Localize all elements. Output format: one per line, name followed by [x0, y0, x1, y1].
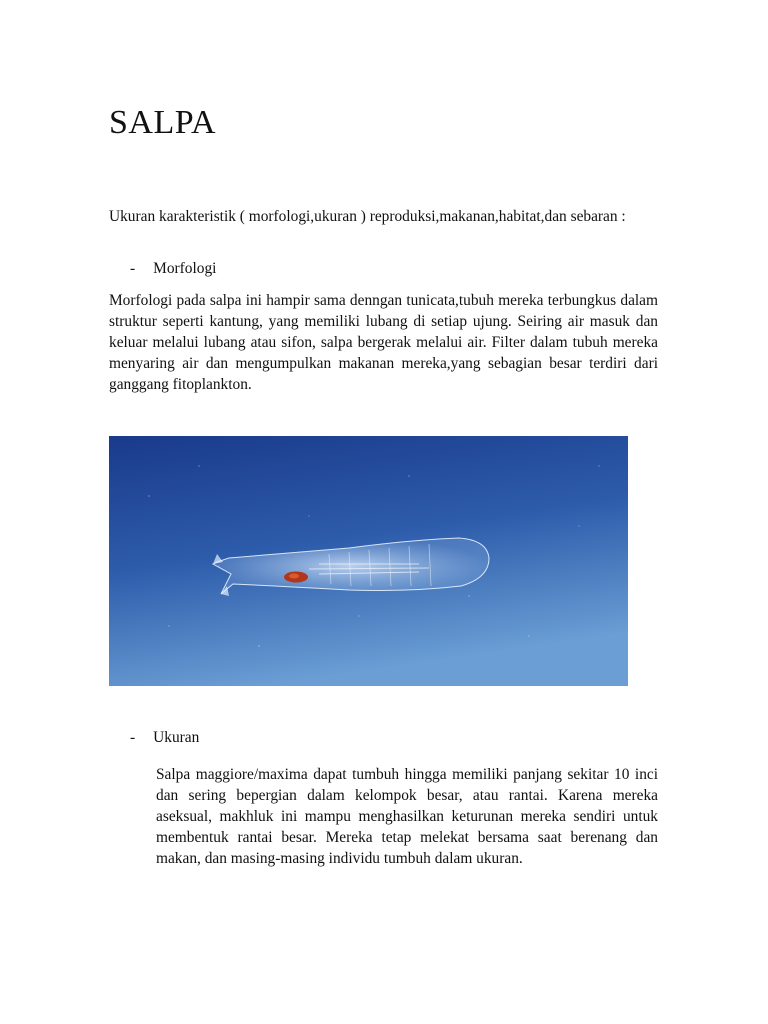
salpa-photo	[109, 436, 628, 686]
section-heading-label: Morfologi	[153, 260, 217, 277]
ukuran-paragraph: Salpa maggiore/maxima dapat tumbuh hingga memiliki panjang sekitar 10 inci dan sering bepergian dalam kelompok besar, atau rantai. Karena mereka aseksual, makhluk ini mampu menghasilkan keturunan mereka sendiri untuk membentuk rantai besar. Mereka tetap melekat bersama saat berenang dan makan, dan masing-masing individu tumbuh dalam ukuran.	[156, 766, 658, 867]
bullet-marker: -	[130, 729, 136, 746]
intro-paragraph: Ukuran karakteristik ( morfologi,ukuran ) reproduksi,makanan,habitat,dan sebaran :	[109, 208, 626, 225]
section-heading-ukuran	[130, 727, 199, 748]
section-heading-morfologi	[130, 258, 216, 279]
morfologi-paragraph: Morfologi pada salpa ini hampir sama denngan tunicata,tubuh mereka terbungkus dalam struktur seperti kantung, yang memiliki lubang di setiap ujung. Seiring air masuk dan keluar melalui lubang atau sifon, salpa bergerak melalui air. Filter dalam tubuh mereka menyaring air dan mengumpulkan makanan mereka,yang sebagian besar terdiri dari ganggang fitoplankton.	[109, 292, 658, 393]
page-title: SALPA	[109, 104, 217, 141]
section-heading-label: Ukuran	[153, 729, 200, 746]
bullet-marker: -	[130, 260, 136, 277]
